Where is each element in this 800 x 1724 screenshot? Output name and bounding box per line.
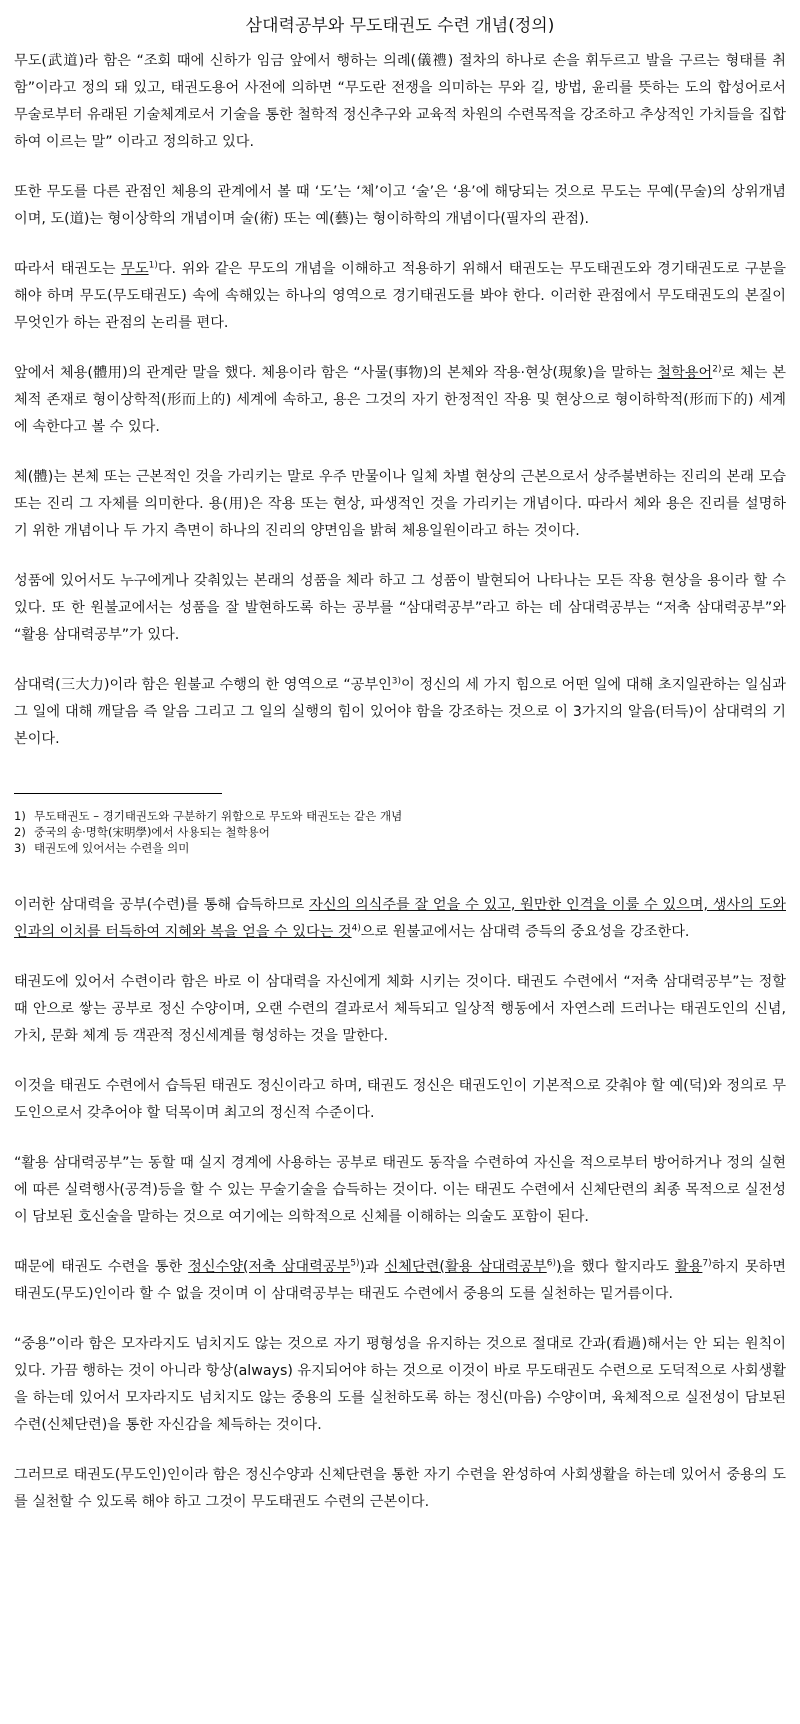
text-run: “중용”이라 함은 모자라지도 넘치지도 않는 것으로 자기 평형성을 유지하는 것으로 절대로 간과(看過)해서는 안 되는 원칙이 있다. 가끔 행하는 것이 아니라 항상(always) 유지되어야 하는 것으로 이것이 바로 무도태권도 수련으로 도덕적으로 사회생활을 하는데 있어서 모자라지도 넘치지도 않는 중용의 도를 실천하도록 하는 정신(마음) 수양이며, 육체적으로 실전성이 담보된 수련(신체단련)을 통한 자신감을 체득하는 것이다. xyxy=(14,1336,786,1433)
underlined-text: 철학용어 xyxy=(657,365,713,381)
text-run: 과 xyxy=(365,1259,385,1275)
underlined-text: 무도 xyxy=(121,261,149,277)
paragraph xyxy=(14,1462,786,1516)
document-title: 삼대력공부와 무도태권도 수련 개념(정의) xyxy=(245,16,555,36)
footnote-ref: 6) xyxy=(546,1258,556,1269)
text-run: 로 체는 본체적 존재로 형이상학적(形而上的) 세계에 속하고, 용은 그것의 자기 한정적인 작용 및 현상으로 형이하학적(形而下的) 세계에 속한다고 볼 수 있다. xyxy=(14,365,786,435)
underlined-text: 신체단련(활용 삼대력공부 xyxy=(384,1259,547,1275)
text-run: 이것을 태권도 수련에서 습득된 태권도 정신이라고 하며, 태권도 정신은 태권도인이 기본적으로 갖춰야 할 예(덕)와 정의로 무도인으로서 갖추어야 할 덕목이며 최고의 정신적 수준이다. xyxy=(14,1078,786,1121)
paragraph xyxy=(14,256,786,337)
text-run: 으로 원불교에서는 삼대력 증득의 중요성을 강조한다. xyxy=(360,924,690,940)
text-run: 무도(武道)라 함은 “조회 때에 신하가 임금 앞에서 행하는 의례(儀禮) 절차의 하나로 손을 휘두르고 발을 구르는 형태를 취함”이라고 정의 돼 있고, 태권도용어 사전에 의하면 “무도란 전쟁을 의미하는 무와 길, 방법, 윤리를 뜻하는 도의 합성어로서 무술로부터 유래된 기술체계로서 기술을 통한 철학적 정신추구와 교육적 차원의 수련목적을 강조하고 추상적인 가치들을 집합하여 이르는 말” 이라고 정의하고 있다. xyxy=(14,53,786,150)
paragraph xyxy=(14,1073,786,1127)
text-run: 다. 위와 같은 무도의 개념을 이해하고 적용하기 위해서 태권도는 무도태권도와 경기태권도로 구분을 해야 하며 무도(무도태권도) 속에 속해있는 하나의 영역으로 경기태권도를 봐야 한다. 이러한 관점에서 무도태권도의 본질이 무엇인가 하는 관점의 논리를 편다. xyxy=(14,261,786,331)
footnote xyxy=(14,824,786,840)
text-run: 하지 못하면 태권도(무도)인이라 할 수 없을 것이며 이 삼대력공부는 태권도 수련에서 중용의 도를 실천하는 밑거름이다. xyxy=(14,1259,787,1302)
text-run: 이 정신의 세 가지 힘으로 어떤 일에 대해 초지일관하는 일심과 그 일에 대해 깨달음 즉 알음 그리고 그 일의 실행의 힘이 있어야 함을 강조하는 것으로 이 3가지의 알음(터득)이 삼대력의 기본이다. xyxy=(14,677,787,747)
body-section-bottom xyxy=(14,892,786,1516)
paragraph xyxy=(14,48,786,156)
text-run: 그러므로 태권도(무도인)인이라 함은 정신수양과 신체단련을 통한 자기 수련을 완성하여 사회생활을 하는데 있어서 중용의 도를 실천할 수 있도록 해야 하고 그것이 무도태권도 수련의 근본이다. xyxy=(14,1467,786,1510)
paragraph xyxy=(14,1254,786,1308)
footnote-ref: 7) xyxy=(702,1258,712,1269)
footnote-divider xyxy=(14,793,222,794)
underlined-text: 자신의 의식주를 잘 얻을 수 있고, 원만한 인격을 이룰 수 있으며, 생사의 도와 인과의 이치를 터득하여 지혜와 복을 얻을 수 있다는 것 xyxy=(14,897,786,940)
footnote-ref: 4) xyxy=(351,923,361,934)
underlined-text: ) xyxy=(359,1259,366,1275)
footnote-text: 중국의 송·명학(宋明學)에서 사용되는 철학용어 xyxy=(34,825,270,839)
text-run: 이러한 삼대력을 공부(수련)를 통해 습득하므로 xyxy=(14,897,310,913)
text-run: 을 했다 할지라도 xyxy=(561,1259,675,1275)
text-run: 또한 무도를 다른 관점인 체용의 관계에서 볼 때 ‘도’는 ‘체’이고 ‘술’은 ‘용’에 해당되는 것으로 무도는 무예(무술)의 상위개념이며, 도(道)는 형이상학의 개념이며 술(術) 또는 예(藝)는 형이하학의 개념이다(필자의 관점). xyxy=(14,184,786,227)
paragraph xyxy=(14,672,786,753)
footnote-number: 2) xyxy=(14,825,26,839)
footnote-text: 태권도에 있어서는 수련을 의미 xyxy=(34,841,190,855)
text-run: 태권도에 있어서 수련이라 함은 바로 이 삼대력을 자신에게 체화 시키는 것이다. 태권도 수련에서 “저축 삼대력공부”는 정할 때 안으로 쌓는 공부로 정신 수양이며, 오랜 수련의 결과로서 체득되고 일상적 행동에서 자연스레 드러나는 태권도인의 신념, 가치, 문화 체계 등 객관적 정신세계를 형성하는 것을 말한다. xyxy=(14,974,786,1044)
underlined-text: ) xyxy=(555,1259,562,1275)
footnote-text: 무도태권도 – 경기태권도와 구분하기 위함으로 무도와 태권도는 같은 개념 xyxy=(34,809,403,823)
paragraph xyxy=(14,1150,786,1231)
underlined-text: 활용 xyxy=(674,1259,703,1275)
paragraph xyxy=(14,360,786,441)
footnote-ref: 2) xyxy=(712,364,722,375)
text-run: 따라서 태권도는 xyxy=(14,261,122,277)
footnote xyxy=(14,840,786,856)
footnote-ref: 1) xyxy=(148,260,158,271)
body-section-top xyxy=(14,48,786,753)
footnote xyxy=(14,808,786,824)
footnote-ref: 3) xyxy=(391,676,402,687)
text-run: 체(體)는 본체 또는 근본적인 것을 가리키는 말로 우주 만물이나 일체 차별 현상의 근본으로서 상주불변하는 진리의 본래 모습 또는 진리 그 자체를 의미한다. 용(用)은 작용 또는 현상, 파생적인 것을 가리키는 개념이다. 따라서 체와 용은 진리를 설명하기 위한 개념이나 두 가지 측면이 하나의 진리의 양면임을 밝혀 체용일원이라고 하는 것이다. xyxy=(14,469,786,539)
footnote-number: 1) xyxy=(14,809,26,823)
paragraph xyxy=(14,969,786,1050)
paragraph xyxy=(14,464,786,545)
footnotes xyxy=(14,808,786,856)
paragraph xyxy=(14,179,786,233)
footnote-number: 3) xyxy=(14,841,26,855)
text-run: 때문에 태권도 수련을 통한 xyxy=(14,1259,189,1275)
paragraph xyxy=(14,1331,786,1439)
text-run: 삼대력(三大力)이라 함은 원불교 수행의 한 영역으로 “공부인 xyxy=(14,677,392,693)
underlined-text: 정신수양(저축 삼대력공부 xyxy=(188,1259,351,1275)
paragraph xyxy=(14,568,786,649)
text-run: “활용 삼대력공부”는 동할 때 실지 경계에 사용하는 공부로 태권도 동작을 수련하여 자신을 적으로부터 방어하거나 정의 실현에 따른 실력행사(공격)등을 할 수 있는 무술기술을 습득하는 것이다. 이는 태권도 수련에서 신체단련의 최종 목적으로 실전성이 담보된 호신술을 말하는 것으로 여기에는 의학적으로 신체를 이해하는 의술도 포함이 된다. xyxy=(14,1155,786,1225)
footnote-ref: 5) xyxy=(350,1258,360,1269)
text-run: 앞에서 체용(體用)의 관계란 말을 했다. 체용이라 함은 “사물(事物)의 본체와 작용·현상(現象)을 말하는 xyxy=(14,365,658,381)
paragraph xyxy=(14,892,786,946)
text-run: 성품에 있어서도 누구에게나 갖춰있는 본래의 성품을 체라 하고 그 성품이 발현되어 나타나는 모든 작용 현상을 용이라 할 수 있다. 또 한 원불교에서는 성품을 잘 발현하도록 하는 공부를 “삼대력공부”라고 하는 데 삼대력공부는 “저축 삼대력공부”와 “활용 삼대력공부”가 있다. xyxy=(14,573,786,643)
